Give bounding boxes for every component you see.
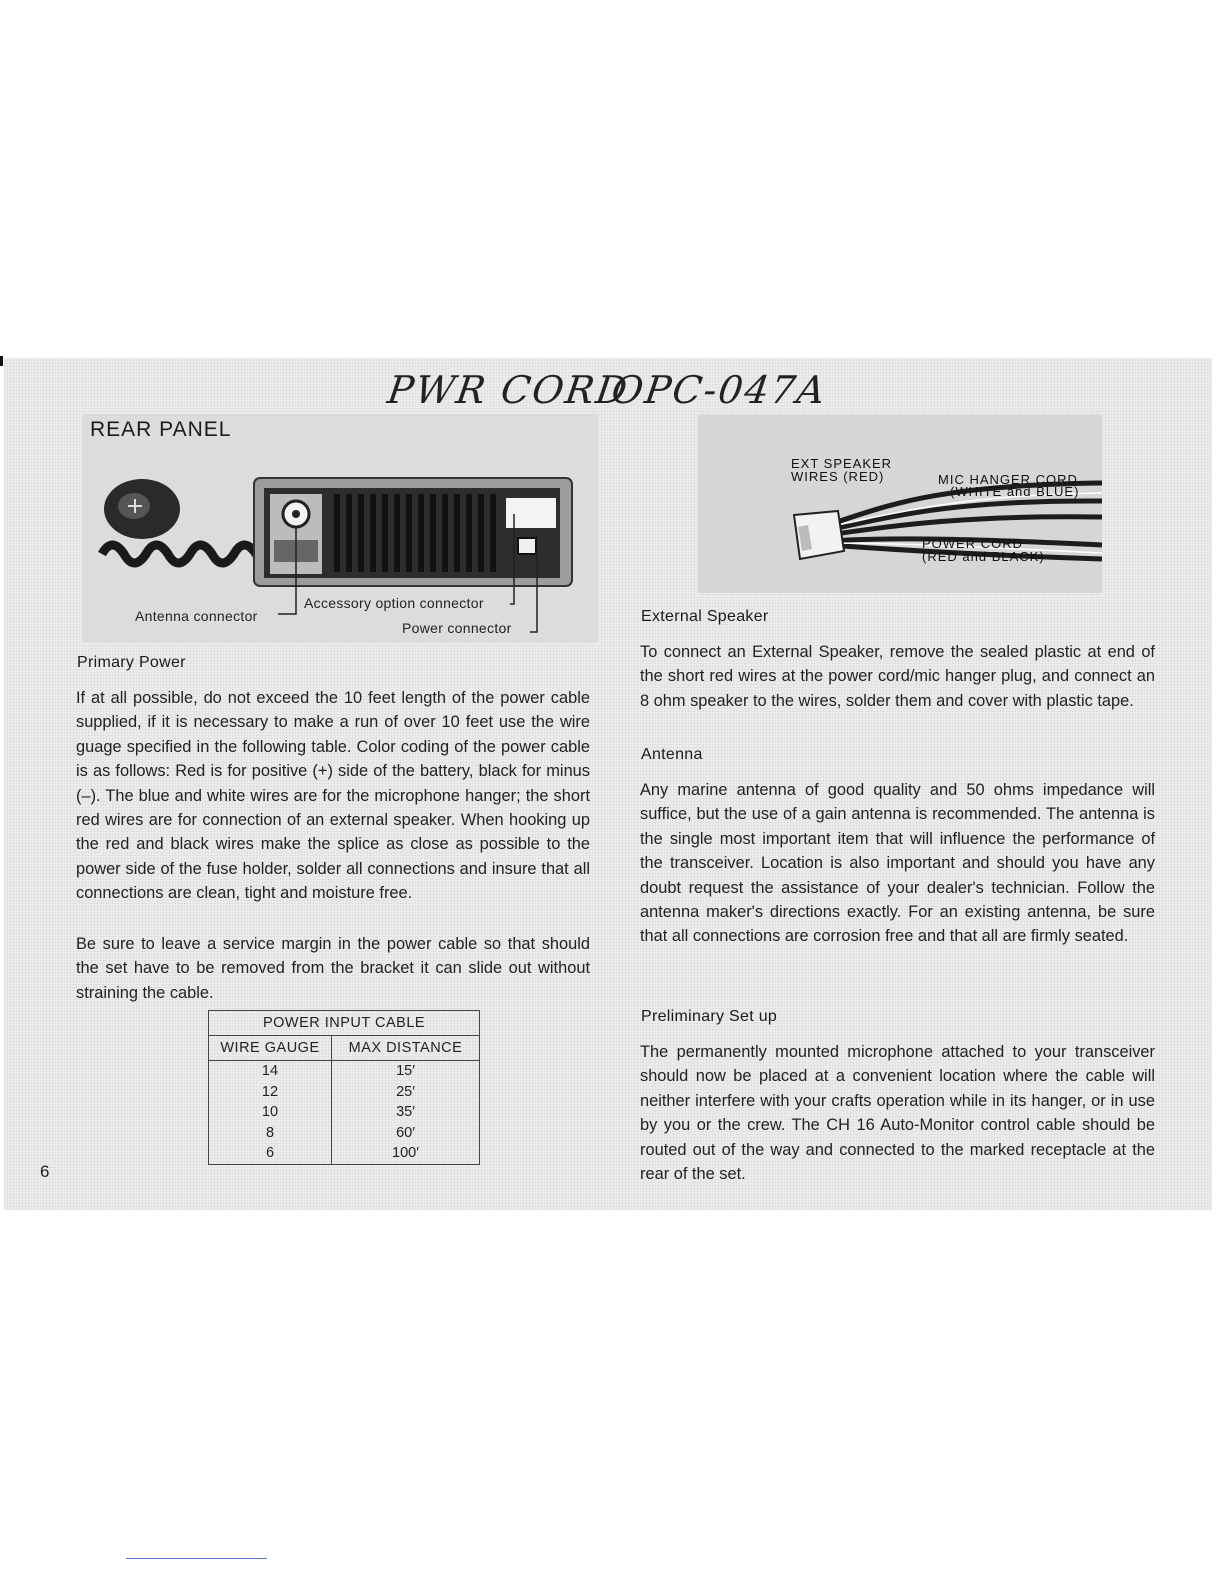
- table-header-max-distance: MAX DISTANCE: [332, 1036, 480, 1061]
- ext-speaker-label-2: WIRES (RED): [791, 469, 885, 484]
- table-row: [209, 1102, 480, 1123]
- service-margin-paragraph: Be sure to leave a service margin in the power cable so that should the set have to be removed from the bracket it can slide out without straining the cable.: [76, 935, 590, 1002]
- max-distance-cell: 60′: [332, 1123, 480, 1144]
- wire-gauge-cell: 12: [209, 1082, 332, 1103]
- power-cord-photo: [698, 415, 1102, 593]
- rear-panel-photo: [82, 414, 598, 642]
- table-row: [209, 1123, 480, 1144]
- scan-edge-mark: [0, 356, 3, 366]
- table-title: POWER INPUT CABLE: [209, 1011, 480, 1036]
- rear-panel-title: REAR PANEL: [90, 418, 232, 441]
- antenna-paragraph: Any marine antenna of good quality and 50 ohms impedance will suffice, but the use of a gain antenna is recommended. The antenna is the single most important item that will influence the performance of the transceiver. Location is also important and should you have any doubt request the assistance of your dealer's technician. Follow the antenna maker's directions exactly. For an existing antenna, be sure that all connections are corrosion free and that all are firmly seated.: [640, 781, 1155, 946]
- external-speaker-paragraph: To connect an External Speaker, remove the sealed plastic at end of the short red wires at the power cord/mic hanger plug, and connect an 8 ohm speaker to the wires, solder them and cover with plastic tape.: [640, 643, 1155, 710]
- accessory-connector-callout: Accessory option connector: [304, 595, 484, 611]
- power-cord-label-1: POWER CORD: [922, 536, 1023, 551]
- preliminary-setup-paragraph: The permanently mounted microphone attached to your transceiver should now be placed at a convenient location where the cable will neither interfere with your crafts operation while in its hanger, or in use by you or the crew. The CH 16 Auto-Monitor control cable should be routed out of the way and connected to the marked receptacle at the rear of the set.: [640, 1043, 1155, 1184]
- table-row: [209, 1143, 480, 1164]
- page-number: 6: [40, 1162, 50, 1181]
- primary-power-paragraph: If at all possible, do not exceed the 10 feet length of the power cable supplied, if it is necessary to make a run of over 10 feet use the wire guage specified in the following table. Color coding of the power cable is as follows: Red is for positive (+) side of the battery, black for minus (–). The blue and white wires are for the microphone hanger; the short red wires are for connection of an external speaker. When hooking up the red and black wires make the splice as close as possible to the power side of the fuse holder, solder all connections and insure that all connections are clean, tight and moisture free.: [76, 689, 590, 903]
- mic-hanger-label-1: MIC HANGER CORD: [938, 472, 1078, 487]
- mic-hanger-label-2: (WHITE and BLUE): [950, 484, 1080, 499]
- max-distance-cell: 35′: [332, 1102, 480, 1123]
- wire-gauge-cell: 8: [209, 1123, 332, 1144]
- wire-gauge-cell: 6: [209, 1143, 332, 1164]
- handwritten-note-left: PWR CORD: [384, 368, 632, 412]
- power-connector-callout: Power connector: [402, 620, 512, 636]
- max-distance-cell: 100′: [332, 1143, 480, 1164]
- handwritten-note-right: OPC-047A: [608, 368, 830, 412]
- wire-gauge-cell: 14: [209, 1061, 332, 1082]
- footer-rule: [126, 1558, 267, 1559]
- antenna-connector-callout: Antenna connector: [135, 608, 258, 624]
- power-input-cable-table: [208, 1010, 480, 1165]
- table-row: [209, 1061, 480, 1082]
- power-cord-illustration: [698, 415, 1102, 593]
- max-distance-cell: 15′: [332, 1061, 480, 1082]
- wire-gauge-cell: 10: [209, 1102, 332, 1123]
- table-row: [209, 1082, 480, 1103]
- antenna-heading: Antenna: [641, 746, 703, 763]
- preliminary-setup-heading: Preliminary Set up: [641, 1008, 778, 1025]
- primary-power-heading: Primary Power: [77, 654, 186, 671]
- ext-speaker-label-1: EXT SPEAKER: [791, 456, 893, 471]
- table-header-wire-gauge: WIRE GAUGE: [209, 1036, 332, 1061]
- power-cord-label-2: (RED and BLACK): [922, 549, 1045, 564]
- max-distance-cell: 25′: [332, 1082, 480, 1103]
- external-speaker-heading: External Speaker: [641, 608, 769, 625]
